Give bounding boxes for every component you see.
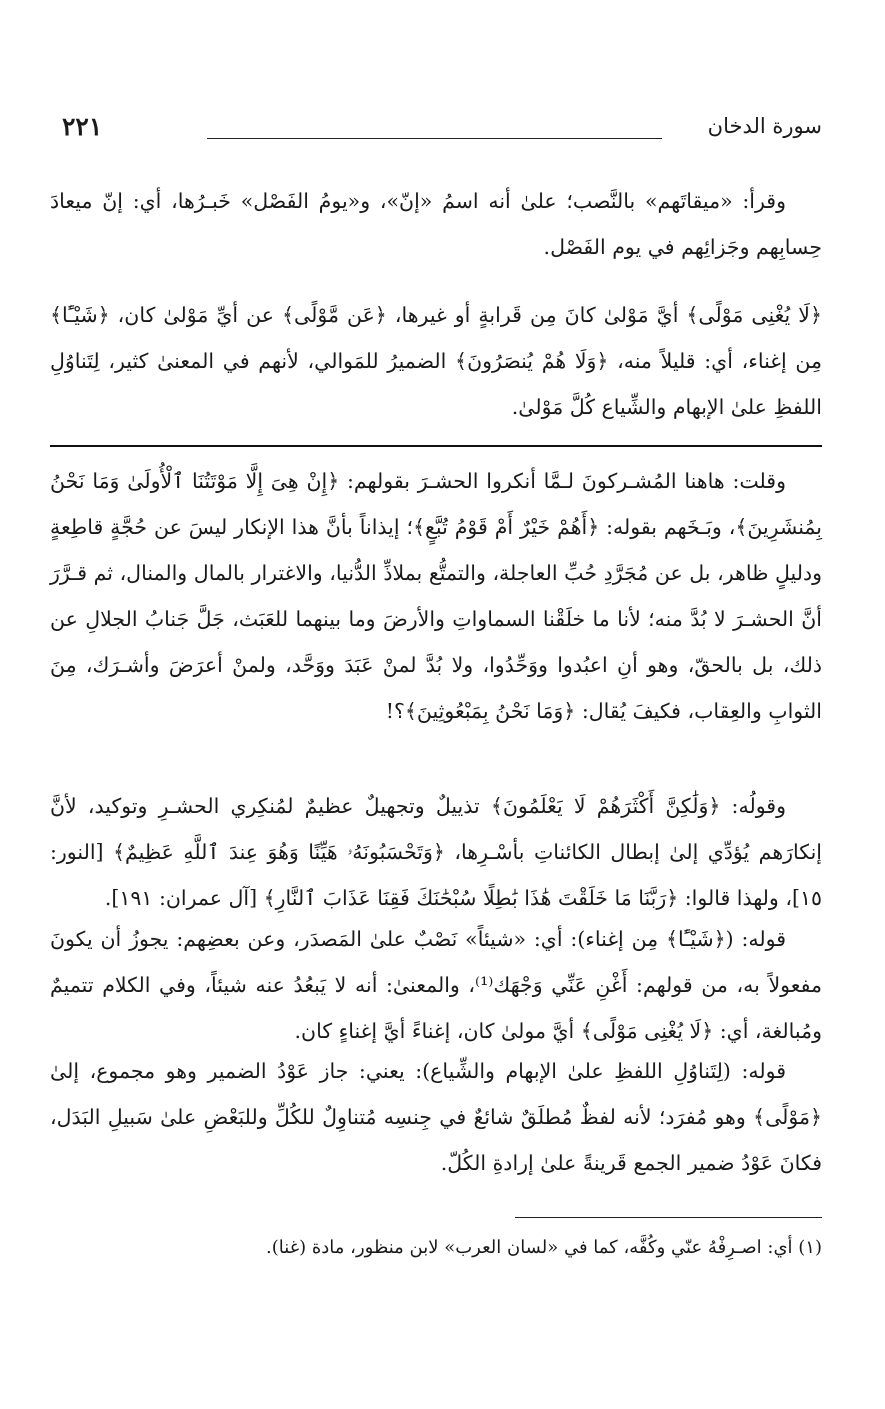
page-number: ٢٢١ <box>62 112 103 141</box>
footnote-rule <box>515 1217 822 1218</box>
text-block-5 <box>50 916 822 1054</box>
footnote: (١) أي: اصـرِفْهُ عنّي وكُفَّه، كما في «لسان العرب» لابن منظور، مادة (غنا). <box>266 1237 822 1258</box>
text-block-1 <box>50 178 822 270</box>
surah-title: سورة الدخان <box>707 114 822 138</box>
text-block-3 <box>50 458 822 734</box>
text-block-4 <box>50 783 822 921</box>
paragraph-commentary-4: قوله: (لِتَناوُلِ اللفظِ علىٰ الإبهام والشِّياع): يعني: جاز عَوْدُ الضمير وهو مجموع، إلىٰ ﴿مَوْلًى﴾ وهو مُفرَد؛ لأنه لفظٌ مُطلَقٌ شائعٌ في جِنسِه مُتناوِلٌ للكُلِّ وللبَعْضِ علىٰ سَبيلِ البَدَل، فكانَ عَوْدُ ضمير الجمع قَرينةً علىٰ إرادةِ الكُلّ. <box>50 1059 822 1175</box>
text-block-2 <box>50 292 822 430</box>
text-block-6 <box>50 1048 822 1186</box>
header-rule <box>207 138 662 139</box>
paragraph-commentary-3: قوله: (﴿شَيْـًٔا﴾ مِن إغناء): أي: «شيئاً» نَصْبٌ علىٰ المَصدَر، وعن بعضِهم: يجوزُ أن يكونَ مفعولاً به، من قولهم: أَغْنِ عَنِّي وَجْهَك⁽¹⁾، والمعنىٰ: أنه لا يَبعُدُ عنه شيئاً، وفي الكلام تتميمٌ ومُبالغة، أي: ﴿لَا يُغْنِى مَوْلًى﴾ أيَّ مولىٰ كان، إغناءً أيَّ إغناءٍ كان. <box>50 927 822 1043</box>
paragraph-commentary-2: وقولُه: ﴿وَلَٰكِنَّ أَكْثَرَهُمْ لَا يَعْلَمُونَ﴾ تذييلٌ وتجهيلٌ عظيمٌ لمُنكِري الحشـرِ وتوكيد، لأنَّ إنكارَهم يُؤدِّي إلىٰ إبطال الكائناتِ بأسْـرِها، ﴿وَتَحْسَبُونَهُۥ هَيِّنًا وَهُوَ عِندَ ٱللَّهِ عَظِيمٌ﴾ [النور: ١٥]، ولهذا قالوا: ﴿رَبَّنَا مَا خَلَقْتَ هَٰذَا بَٰطِلًا سُبْحَٰنَكَ فَقِنَا عَذَابَ ٱلنَّارِ﴾ [آل عمران: ١٩١]. <box>50 794 822 910</box>
paragraph-reading: وقرأ: «ميقاتَهم» بالنَّصب؛ علىٰ أنه اسمُ «إنّ»، و«يومُ الفَصْل» خَبـرُها، أي: إنّ ميعادَ حِسابِهم وجَزائِهم في يوم الفَصْل. <box>50 189 822 259</box>
commentary-divider <box>50 445 822 447</box>
paragraph-tafsir: ﴿لَا يُغْنِى مَوْلًى﴾ أيَّ مَوْلىٰ كانَ مِن قَرابةٍ أو غيرها، ﴿عَن مَّوْلًى﴾ عن أيِّ مَوْلىٰ كان، ﴿شَيْـًٔا﴾ مِن إغناء، أي: قليلاً منه، ﴿وَلَا هُمْ يُنصَرُونَ﴾ الضميرُ للمَوالي، لأنهم في المعنىٰ كثير، لِتَناوُلِ اللفظِ علىٰ الإبهام والشِّياع كُلَّ مَوْلىٰ. <box>50 303 822 419</box>
paragraph-commentary-1: وقلت: هاهنا المُشـركونَ لـمَّا أنكروا الحشـرَ بقولهم: ﴿إِنْ هِىَ إِلَّا مَوْتَتُنَا ٱلْأُولَىٰ وَمَا نَحْنُ بِمُنشَرِينَ﴾، وبَـخَهم بقوله: ﴿أَهُمْ خَيْرٌ أَمْ قَوْمُ تُبَّعٍ﴾؛ إيذاناً بأنَّ هذا الإنكار ليسَ عن حُجَّةٍ قاطِعةٍ ودليلٍ ظاهر، بل عن مُجَرَّدِ حُبِّ العاجلة، والتمتُّع بملاذِّ الدُّنيا، والاغترار بالمال والمنال، ثم قـرَّرَ أنَّ الحشـرَ لا بُدَّ منه؛ لأنا ما خلَقْنا السماواتِ والأرضَ وما بينهما للعَبَث، جَلَّ جَنابُ الجلالِ عن ذلك، بل بالحقّ، وهو أنِ اعبُدوا ووَحِّدُوا، ولا بُدَّ لمنْ عَبَدَ ووَحَّد، ولمنْ أعرَضَ وأشـرَك، مِنَ الثوابِ والعِقاب، فكيفَ يُقال: ﴿وَمَا نَحْنُ بِمَبْعُوثِينَ﴾؟! <box>50 469 822 723</box>
page-header <box>62 112 822 152</box>
